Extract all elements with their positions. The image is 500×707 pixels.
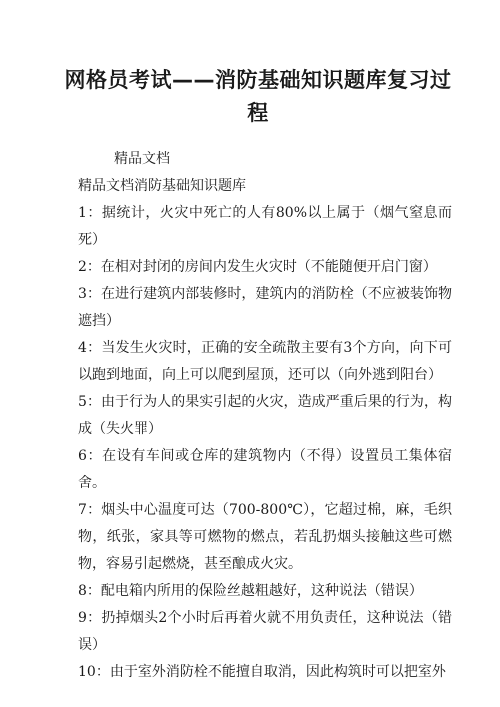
question-item: 3：在进行建筑内部装修时，建筑内的消防栓（不应被装饰物遮挡） (78, 286, 452, 329)
question-item: 4：当发生火灾时，正确的安全疏散主要有3个方向，向下可以跑到地面，向上可以爬到屋顶，还可以（向外逃到阳台） (78, 340, 452, 383)
document-body (78, 173, 452, 686)
watermark-label: 精品文档 (114, 151, 170, 167)
question-item: 5：由于行为人的果实引起的火灾，造成严重后果的行为，构成（失火罪） (78, 394, 452, 437)
question-item: 8：配电箱内所用的保险丝越粗越好，这种说法（错误） (78, 583, 423, 599)
question-item: 7：烟头中心温度可达（700-800℃），它超过棉，麻，毛织物，纸张，家具等可燃物的燃点，若乱扔烟头接触这些可燃物，容易引起燃烧，甚至酿成火灾。 (78, 502, 452, 572)
question-item: 6：在设有车间或仓库的建筑物内（不得）设置员工集体宿舍。 (78, 448, 452, 491)
question-item: 1：据统计，火灾中死亡的人有80%以上属于（烟气窒息而死） (78, 205, 452, 248)
question-item: 10：由于室外消防栓不能擅自取消，因此构筑时可以把室外 (78, 664, 446, 680)
document-heading: 精品文档消防基础知识题库 (78, 178, 246, 194)
question-item: 9：扔掉烟头2个小时后再着火就不用负责任，这种说法（错误） (78, 610, 452, 653)
question-item: 2：在相对封闭的房间内发生火灾时（不能随便开启门窗） (78, 259, 437, 275)
document-title: 网格员考试——消防基础知识题库复习过程 (64, 68, 452, 125)
